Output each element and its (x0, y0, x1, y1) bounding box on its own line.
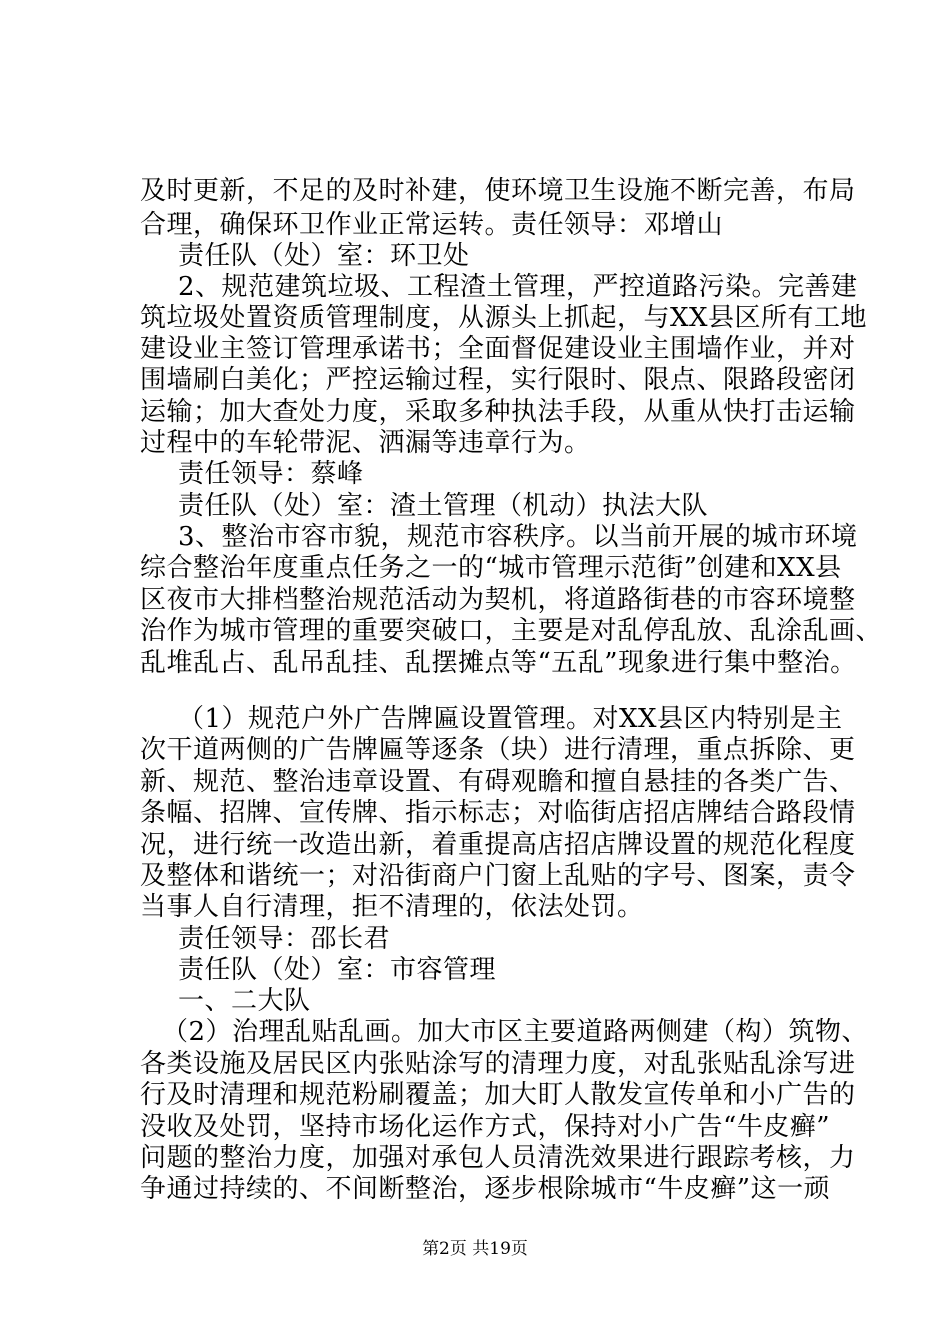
text-line: 筑垃圾处置资质管理制度，从源头上抓起，与XX县区所有工地 (140, 303, 868, 333)
text-line: 没收及处罚，坚持市场化运作方式，保持对小广告“牛皮癣” (140, 1112, 831, 1142)
text-line: 及整体和谐统一；对沿街商户门窗上乱贴的字号、图案，责令 (140, 861, 856, 891)
text-line: 责任领导：邵长君 (178, 924, 391, 954)
text-line: 综合整治年度重点任务之一的“城市管理示范街”创建和XX县 (140, 553, 842, 583)
text-line: 当事人自行清理，拒不清理的，依法处罚。 (140, 892, 644, 922)
text-line: 区夜市大排档整治规范活动为契机，将道路街巷的市容环境整 (140, 585, 856, 615)
text-line: 问题的整治力度，加强对承包人员清洗效果进行跟踪考核，力 (140, 1143, 856, 1173)
text-line: 围墙刷白美化；严控运输过程，实行限时、限点、限路段密闭 (140, 365, 856, 395)
text-line: 责任队（处）室：渣土管理（机动）执法大队 (178, 491, 709, 521)
page-footer: 第2页 共19页 (422, 1239, 528, 1259)
text-line: 3、整治市容市貌，规范市容秩序。以当前开展的城市环境 (178, 522, 858, 552)
text-line: 2、规范建筑垃圾、工程渣土管理，严控道路污染。完善建 (178, 272, 858, 302)
text-line: 争通过持续的、不间断整治，逐步根除城市“牛皮癣”这一顽 (140, 1174, 831, 1204)
text-line: 各类设施及居民区内张贴涂写的清理力度，对乱张贴乱涂写进 (140, 1049, 856, 1079)
text-line: （1）规范户外广告牌匾设置管理。对XX县区内特别是主 (178, 704, 843, 734)
text-line: 责任领导：蔡峰 (178, 459, 364, 489)
text-line: 况，进行统一改造出新，着重提高店招店牌设置的规范化程度 (140, 830, 856, 860)
text-line: 责任队（处）室：市容管理 (178, 955, 497, 985)
text-line: 建设业主签订管理承诺书；全面督促建设业主围墙作业，并对 (140, 334, 856, 364)
text-line: 治作为城市管理的重要突破口，主要是对乱停乱放、乱涂乱画、 (140, 616, 883, 646)
text-line: 一、二大队 (178, 986, 311, 1016)
text-line: 行及时清理和规范粉刷覆盖；加大盯人散发宣传单和小广告的 (140, 1080, 856, 1110)
text-line: 新、规范、整治违章设置、有碍观瞻和擅自悬挂的各类广告、 (140, 767, 856, 797)
text-line: 次干道两侧的广告牌匾等逐条（块）进行清理，重点拆除、更 (140, 735, 856, 765)
text-line: 乱堆乱占、乱吊乱挂、乱摆摊点等“五乱”现象进行集中整治。 (140, 648, 857, 678)
text-line: （2）治理乱贴乱画。加大市区主要道路两侧建（构）筑物、 (162, 1017, 869, 1047)
text-line: 条幅、招牌、宣传牌、指示标志；对临街店招店牌结合路段情 (140, 798, 856, 828)
text-line: 合理，确保环卫作业正常运转。责任领导：邓增山 (140, 210, 724, 240)
text-line: 运输；加大查处力度，采取多种执法手段，从重从快打击运输 (140, 397, 856, 427)
text-line: 过程中的车轮带泥、洒漏等违章行为。 (140, 428, 591, 458)
text-line: 责任队（处）室：环卫处 (178, 241, 470, 271)
text-line: 及时更新，不足的及时补建，使环境卫生设施不断完善，布局 (140, 176, 856, 206)
